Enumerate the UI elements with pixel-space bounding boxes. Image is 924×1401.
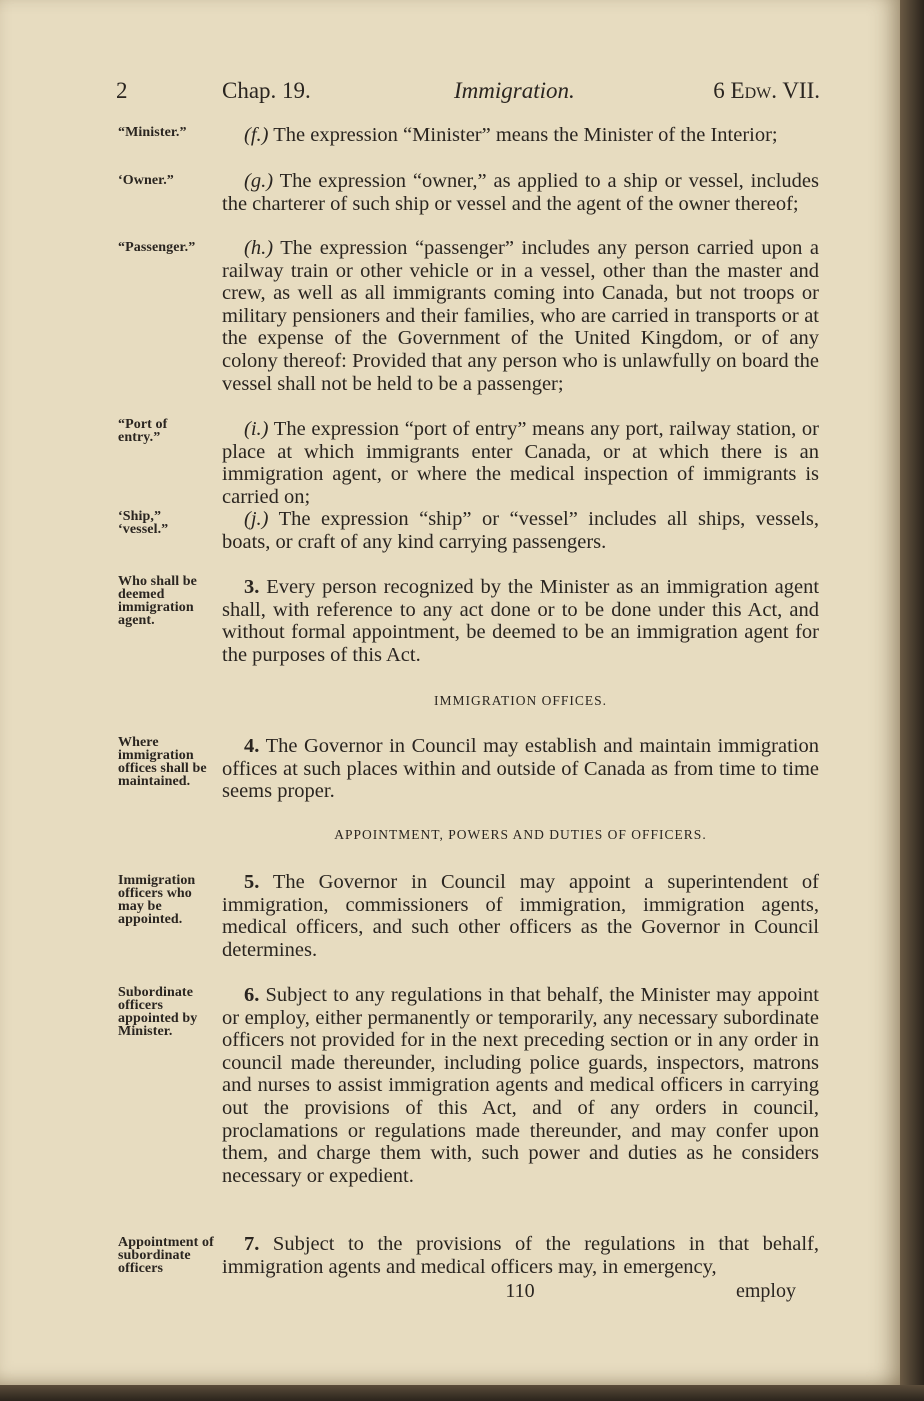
section-number: 3. (244, 576, 260, 598)
section-7 (222, 1233, 819, 1278)
regnal-year: 6 Edw. VII. (713, 78, 820, 103)
margin-note-port-of-entry: “Port of entry.” (118, 417, 168, 445)
section-5 (222, 871, 819, 961)
definition-minister (222, 124, 819, 147)
chapter-label: Chap. 19. (222, 78, 311, 103)
definition-text: The expression “owner,” as applied to a ship or vessel, includes the charterer of such ship or vessel and the agent of the owner thereof; (222, 170, 819, 215)
book-spine-shadow (900, 0, 924, 1401)
definition-ship-vessel (222, 508, 819, 553)
definition-owner (222, 170, 819, 215)
margin-note-section-7: Appointment of subordinate officers (118, 1235, 214, 1276)
heading-appointment-powers-duties: APPOINTMENT, POWERS AND DUTIES OF OFFICERS. (334, 827, 707, 842)
definition-label: (f.) (244, 124, 269, 146)
folio-number: 110 (505, 1280, 535, 1302)
definition-label: (j.) (244, 508, 269, 530)
margin-note-section-4: Where immigration offices shall be maintained. (118, 735, 207, 789)
section-6 (222, 984, 819, 1187)
page-number: 2 (116, 78, 128, 103)
section-number: 5. (244, 871, 260, 893)
section-number: 7. (244, 1233, 260, 1255)
heading-immigration-offices: IMMIGRATION OFFICES. (433, 693, 607, 708)
definition-port-of-entry (222, 418, 819, 508)
section-4 (222, 735, 819, 803)
definition-text: The expression “ship” or “vessel” includes all ships, vessels, boats, or craft of any kind carrying passengers. (222, 508, 819, 553)
margin-note-section-3: Who shall be deemed immigration agent. (118, 574, 197, 628)
running-header (116, 78, 820, 110)
definition-passenger (222, 237, 819, 395)
section-3 (222, 576, 819, 666)
running-title: Immigration. (454, 78, 575, 103)
section-text: The Governor in Council may establish and maintain immigration offices at such places within and outside of Canada as from time to time seems proper. (222, 735, 819, 803)
margin-note-section-5: Immigration officers who may be appointed. (118, 873, 196, 927)
section-number: 6. (244, 984, 260, 1006)
section-text: Every person recognized by the Minister as an immigration agent shall, with reference to any act done or to be done under this Act, and without formal appointment, be deemed to be an immigration agent for the purposes of this Act. (222, 576, 820, 666)
margin-note-passenger: “Passenger.” (118, 240, 196, 255)
definition-label: (g.) (244, 170, 274, 192)
definition-label: (i.) (244, 418, 269, 440)
margin-note-owner: ‘Owner.” (118, 173, 174, 188)
definition-text: The expression “passenger” includes any person carried upon a railway train or other vehicle or in a vessel, other than the master and crew, as well as all immigrants coming into Canada, but not troops or military pensioners and their families, who are carried in transports or at the expense of the Government of the United Kingdom, or of any colony thereof: Provided that any person who is unlawfully on board the vessel shall not be held to be a passenger; (222, 237, 819, 395)
catchword: employ (736, 1280, 796, 1302)
page-bottom-edge (0, 1385, 924, 1401)
section-text: Subject to any regulations in that behalf, the Minister may appoint or employ, either permanently or temporarily, any necessary subordinate officers not provided for in the next preceding section or in any order in council made thereunder, including police guards, inspectors, matrons and nurses to assist immigration agents and medical officers in carrying out the provisions of this Act, and of any orders in council, proclamations or regulations made thereunder, and may confer upon them, and charge them with, such power and duties as he considers necessary or expedient. (222, 984, 820, 1187)
definition-label: (h.) (244, 237, 274, 259)
margin-note-section-6: Subordinate officers appointed by Minister. (118, 985, 198, 1039)
definition-text: The expression “Minister” means the Minister of the Interior; (273, 124, 778, 146)
definition-text: The expression “port of entry” means any port, railway station, or place at which immigrants enter Canada, or at which there is an immigration agent, or where the medical inspection of immigrants is carried on; (222, 418, 819, 508)
margin-note-ship-vessel: ‘Ship,” ‘vessel.” (118, 509, 169, 537)
section-text: The Governor in Council may appoint a superintendent of immigration, commissioners of immigration, immigration agents, medical officers, and such other officers as the Governor in Council determines. (222, 871, 819, 961)
section-text: Subject to the provisions of the regulations in that behalf, immigration agents and medical officers may, in emergency, (222, 1233, 819, 1278)
section-number: 4. (244, 735, 260, 757)
margin-note-minister: “Minister.” (118, 125, 187, 140)
